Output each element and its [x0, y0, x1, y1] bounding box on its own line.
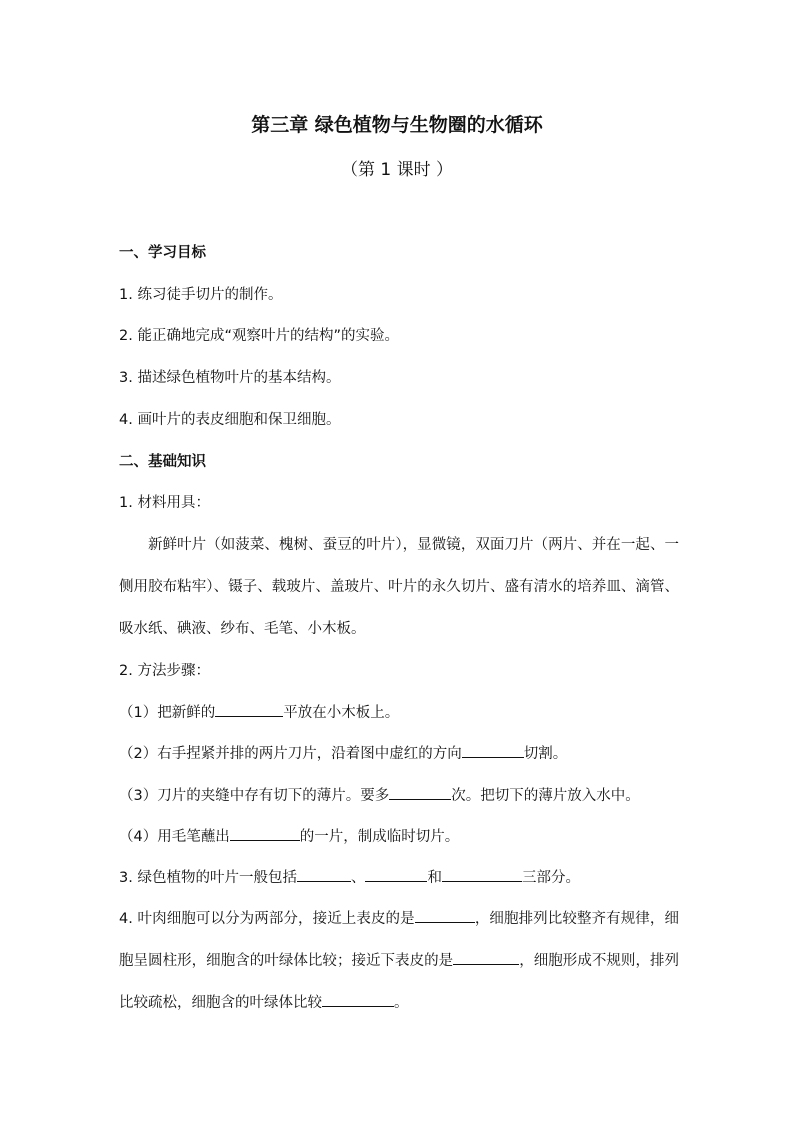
- page-title: 第三章 绿色植物与生物圈的水循环: [251, 114, 543, 136]
- step-1-answer-blank[interactable]: [215, 702, 283, 717]
- question-3-blank-1[interactable]: [297, 867, 351, 882]
- question-4-text-1: 4. 叶肉细胞可以分为两部分，接近上表皮的是: [119, 911, 415, 927]
- materials-label: 1. 材料用具：: [119, 495, 210, 511]
- question-3-text-before: 3. 绿色植物的叶片一般包括: [119, 870, 297, 886]
- step-1-text-before: （1）把新鲜的: [119, 705, 216, 721]
- step-1-text-after: 平放在小木板上。: [283, 705, 400, 721]
- question-4-text-3: ，细胞形成不规则，排列比较疏松，细胞含的叶绿体比较: [119, 953, 680, 1011]
- step-3-text-after: 次。把切下的薄片放入水中。: [451, 788, 640, 804]
- step-3: [119, 785, 679, 806]
- step-3-answer-blank[interactable]: [389, 785, 451, 800]
- materials-paragraph: 新鲜叶片（如菠菜、槐树、蚕豆的叶片），显微镜，双面刀片（两片、并在一起、一侧用胶布粘牢）、镊子、载玻片、盖玻片、叶片的永久切片、盛有清水的培养皿、滴管、吸水纸、碘液、纱布、毛笔、小木板。: [119, 537, 679, 637]
- section-heading-objectives: 一、学习目标: [119, 245, 206, 261]
- question-4-blank-3[interactable]: [322, 992, 394, 1007]
- steps-label: 2. 方法步骤：: [119, 663, 210, 679]
- step-2-text-before: （2）右手捏紧并排的两片刀片，沿着图中虚红的方向: [119, 746, 462, 762]
- question-3-blank-2[interactable]: [365, 867, 427, 882]
- step-2-text-after: 切割。: [523, 746, 568, 762]
- question-3: [119, 867, 679, 888]
- question-4-text-4: 。: [394, 995, 409, 1011]
- question-4-blank-2[interactable]: [453, 950, 519, 965]
- question-3-separator-2: 和: [427, 870, 442, 886]
- step-2: [119, 743, 679, 764]
- step-2-answer-blank[interactable]: [462, 743, 524, 758]
- objective-item-2: 2. 能正确地完成“观察叶片的结构”的实验。: [119, 328, 399, 344]
- question-3-blank-3[interactable]: [442, 867, 522, 882]
- question-3-text-after: 三部分。: [521, 870, 580, 886]
- question-3-separator-1: 、: [350, 870, 366, 886]
- objective-item-4: 4. 画叶片的表皮细胞和保卫细胞。: [119, 412, 341, 428]
- question-4-text-2: ，细胞排列比较整齐有规律，细胞呈圆柱形，细胞含的叶绿体比较；接近下表皮的是: [119, 911, 679, 969]
- objective-item-1: 1. 练习徒手切片的制作。: [119, 287, 283, 303]
- step-3-text-before: （3）刀片的夹缝中存有切下的薄片。要多: [119, 788, 390, 804]
- step-4-text-before: （4）用毛笔蘸出: [119, 829, 230, 845]
- step-4: [119, 826, 679, 847]
- page-subtitle: （第 1 课时 ）: [340, 160, 454, 180]
- section-heading-basics: 二、基础知识: [119, 454, 206, 470]
- step-4-answer-blank[interactable]: [230, 826, 300, 841]
- step-1: [119, 702, 679, 723]
- question-4-blank-1[interactable]: [415, 908, 475, 923]
- step-4-text-after: 的一片，制成临时切片。: [299, 829, 460, 845]
- objective-item-3: 3. 描述绿色植物叶片的基本结构。: [119, 370, 341, 386]
- question-4: [119, 898, 679, 1024]
